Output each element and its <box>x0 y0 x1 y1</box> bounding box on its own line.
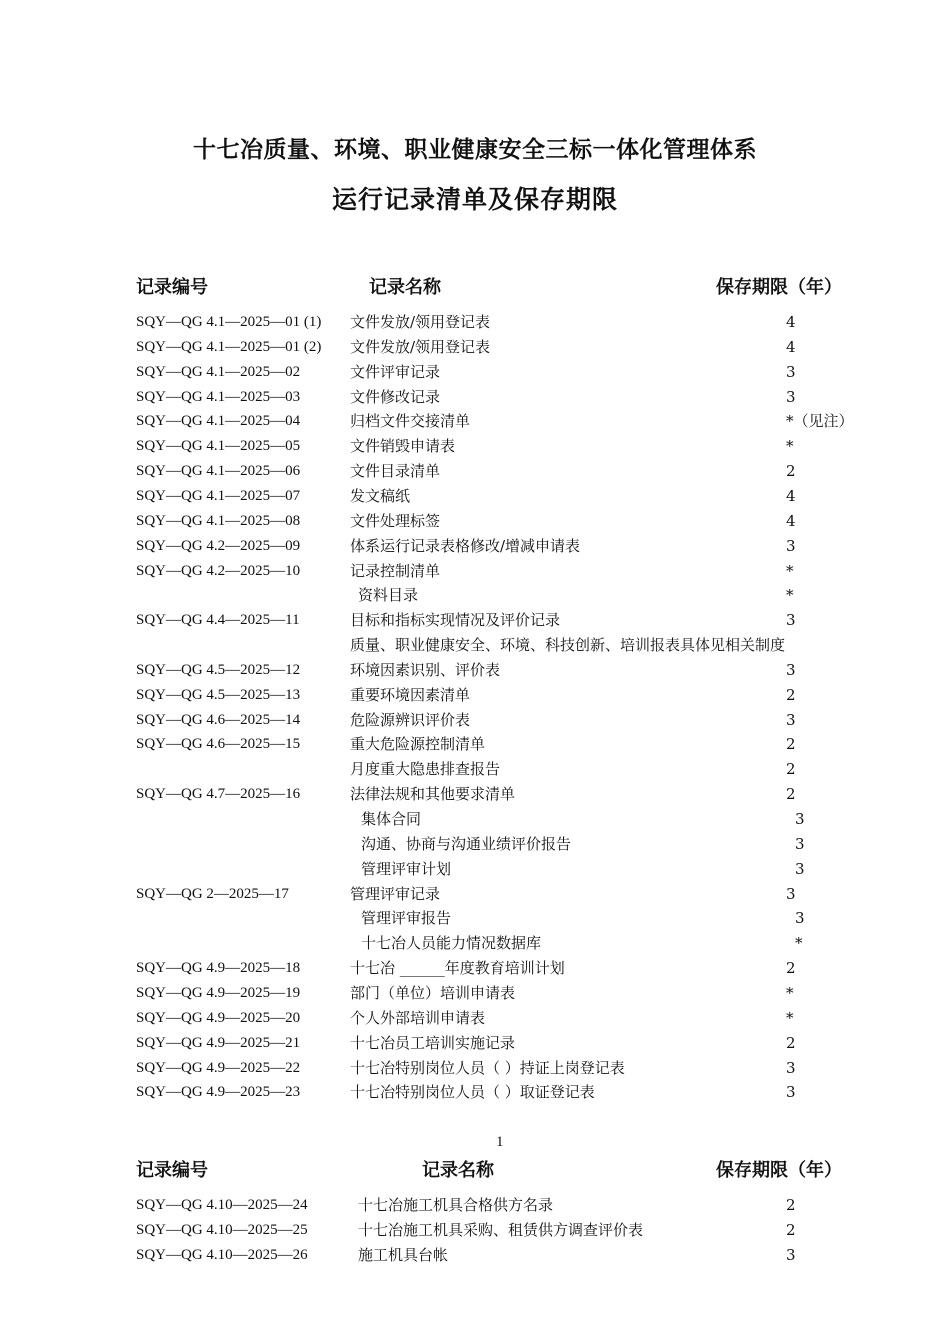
record-retention: 2 <box>786 735 796 754</box>
record-code: SQY—QG 4.5—2025—12 <box>136 661 301 678</box>
record-name: 管理评审记录 <box>350 884 441 903</box>
record-code: SQY—QG 4.7—2025—16 <box>136 786 301 803</box>
record-retention: 4 <box>786 313 796 331</box>
record-name: 文件发放/领用登记表 <box>350 313 491 331</box>
table-row <box>0 660 950 685</box>
record-retention: 4 <box>786 337 796 356</box>
table-row <box>0 685 950 710</box>
record-name: 管理评审报告 <box>361 909 452 928</box>
record-retention: 3 <box>786 1246 796 1264</box>
table-row <box>0 337 950 362</box>
record-name: 十七冶员工培训实施记录 <box>350 1033 516 1052</box>
record-retention: 3 <box>786 660 796 679</box>
record-retention: 2 <box>786 1196 796 1214</box>
record-retention: 2 <box>786 785 796 804</box>
record-name: 月度重大隐患排查报告 <box>350 760 501 779</box>
record-code: SQY—QG 4.10—2025—25 <box>136 1222 308 1238</box>
record-name: 文件评审记录 <box>350 362 441 381</box>
table-row <box>0 461 950 486</box>
header-retention-2: 保存期限（年） <box>716 1160 842 1181</box>
record-retention: * <box>786 1008 794 1027</box>
record-name: 环境因素识别、评价表 <box>350 660 501 679</box>
record-retention: 2 <box>786 462 796 481</box>
record-code: SQY—QG 4.2—2025—09 <box>136 537 301 554</box>
record-name: 文件处理标签 <box>350 511 441 530</box>
record-name: 体系运行记录表格修改/增减申请表 <box>350 536 581 555</box>
record-code: SQY—QG 4.9—2025—22 <box>136 1059 301 1076</box>
record-name: 沟通、协商与沟通业绩评价报告 <box>361 834 572 853</box>
record-name: 重大危险源控制清单 <box>350 735 486 754</box>
table-row <box>0 784 950 809</box>
record-name: 十七冶特别岗位人员（ ）取证登记表 <box>350 1083 595 1102</box>
record-retention: 2 <box>786 685 796 704</box>
record-code: SQY—QG 4.5—2025—13 <box>136 686 301 703</box>
page-number: 1 <box>496 1134 504 1150</box>
record-retention: 4 <box>786 486 796 505</box>
table-row <box>0 411 950 436</box>
record-code: SQY—QG 4.1—2025—05 <box>136 438 301 455</box>
table-row <box>0 933 950 958</box>
record-retention: 3 <box>786 611 796 630</box>
record-retention: 2 <box>786 1221 796 1239</box>
record-retention: 2 <box>786 959 796 978</box>
table-row <box>0 585 950 610</box>
table-row <box>0 635 950 660</box>
record-retention: * <box>786 586 794 605</box>
record-code: SQY—QG 4.1—2025—06 <box>136 463 301 480</box>
record-name: 文件修改记录 <box>350 387 441 406</box>
record-code: SQY—QG 4.10—2025—26 <box>136 1247 308 1263</box>
header-retention: 保存期限（年） <box>716 277 842 298</box>
record-name: 管理评审计划 <box>361 859 452 878</box>
document-title: 十七冶质量、环境、职业健康安全三标一体化管理体系 <box>193 137 757 163</box>
record-code: SQY—QG 4.1—2025—08 <box>136 512 301 529</box>
record-name: 归档文件交接清单 <box>350 412 471 431</box>
header-code-2: 记录编号 <box>136 1160 208 1181</box>
record-retention: * <box>786 983 794 1002</box>
table-row <box>0 1220 950 1245</box>
table-row <box>0 809 950 834</box>
record-code: SQY—QG 4.9—2025—21 <box>136 1034 301 1051</box>
record-retention: 2 <box>786 760 796 779</box>
table-row <box>0 958 950 983</box>
record-retention: 3 <box>786 362 796 381</box>
table-row <box>0 1195 950 1220</box>
record-retention: *（见注） <box>786 412 854 431</box>
record-code: SQY—QG 4.4—2025—11 <box>136 612 300 629</box>
table-row <box>0 1245 950 1270</box>
record-name: 记录控制清单 <box>350 561 441 580</box>
table-row <box>0 884 950 909</box>
record-name: 发文稿纸 <box>350 486 411 505</box>
record-code: SQY—QG 4.6—2025—14 <box>136 711 301 728</box>
record-code: SQY—QG 4.6—2025—15 <box>136 736 301 753</box>
table-row <box>0 486 950 511</box>
table-row <box>0 859 950 884</box>
record-code: SQY—QG 4.1—2025—02 <box>136 363 301 380</box>
record-retention: 4 <box>786 511 796 530</box>
record-name: 十七冶特别岗位人员（ ）持证上岗登记表 <box>350 1058 625 1077</box>
record-retention: 3 <box>795 834 805 853</box>
header-name: 记录名称 <box>369 277 441 298</box>
table-row <box>0 362 950 387</box>
header-name-2: 记录名称 <box>422 1160 494 1181</box>
record-retention: 3 <box>795 909 805 928</box>
record-code: SQY—QG 4.9—2025—23 <box>136 1084 301 1101</box>
record-name: 十七冶 ______年度教育培训计划 <box>350 959 565 978</box>
table-row <box>0 1008 950 1033</box>
record-name: 目标和指标实现情况及评价记录 <box>350 611 561 630</box>
record-retention: 3 <box>786 387 796 406</box>
table-row <box>0 511 950 536</box>
record-name: 十七冶人员能力情况数据库 <box>361 934 542 953</box>
table-row <box>0 1033 950 1058</box>
record-name: 质量、职业健康安全、环境、科技创新、培训报表具体见相关制度 <box>350 636 786 655</box>
record-name: 十七冶施工机具合格供方名录 <box>358 1196 554 1214</box>
table-row <box>0 710 950 735</box>
table-row <box>0 983 950 1008</box>
record-retention: * <box>786 561 794 580</box>
table-row <box>0 387 950 412</box>
record-retention: 2 <box>786 1033 796 1052</box>
record-name: 文件发放/领用登记表 <box>350 337 491 356</box>
table-row <box>0 734 950 759</box>
record-code: SQY—QG 4.1—2025—01 (1) <box>136 314 322 330</box>
record-retention: 3 <box>786 1083 796 1102</box>
record-name: 危险源辨识评价表 <box>350 710 471 729</box>
record-retention: * <box>795 934 803 953</box>
record-name: 文件销毁申请表 <box>350 437 456 456</box>
record-code: SQY—QG 4.1—2025—04 <box>136 413 301 430</box>
record-code: SQY—QG 4.2—2025—10 <box>136 562 301 579</box>
record-code: SQY—QG 4.10—2025—24 <box>136 1197 308 1213</box>
header-code: 记录编号 <box>136 277 208 298</box>
table-row <box>0 1082 950 1107</box>
record-code: SQY—QG 4.1—2025—03 <box>136 388 301 405</box>
record-code: SQY—QG 4.9—2025—18 <box>136 960 301 977</box>
record-name: 文件目录清单 <box>350 462 441 481</box>
record-retention: * <box>786 437 794 456</box>
table-row <box>0 1058 950 1083</box>
table-row <box>0 610 950 635</box>
table-row <box>0 312 950 337</box>
table-row <box>0 436 950 461</box>
record-name: 法律法规和其他要求清单 <box>350 785 516 804</box>
record-retention: 3 <box>795 859 805 878</box>
record-name: 个人外部培训申请表 <box>350 1008 486 1027</box>
record-retention: 3 <box>786 884 796 903</box>
record-retention: 3 <box>786 710 796 729</box>
record-name: 集体合同 <box>361 810 422 828</box>
record-name: 部门（单位）培训申请表 <box>350 983 516 1002</box>
table-row <box>0 759 950 784</box>
record-name: 十七冶施工机具采购、租赁供方调查评价表 <box>358 1221 644 1239</box>
record-name: 资料目录 <box>358 586 419 605</box>
record-code: SQY—QG 4.1—2025—07 <box>136 487 301 504</box>
table-row <box>0 908 950 933</box>
record-code: SQY—QG 4.9—2025—19 <box>136 984 301 1001</box>
record-name: 施工机具台帐 <box>358 1246 449 1264</box>
record-retention: 3 <box>795 810 805 828</box>
table-row <box>0 536 950 561</box>
record-code: SQY—QG 2—2025—17 <box>136 885 289 902</box>
record-code: SQY—QG 4.1—2025—01 (2) <box>136 338 322 355</box>
record-name: 重要环境因素清单 <box>350 685 471 704</box>
table-row <box>0 561 950 586</box>
record-retention: 3 <box>786 536 796 555</box>
record-code: SQY—QG 4.9—2025—20 <box>136 1009 301 1026</box>
table-row <box>0 834 950 859</box>
document-subtitle: 运行记录清单及保存期限 <box>331 185 618 214</box>
record-retention: 3 <box>786 1058 796 1077</box>
